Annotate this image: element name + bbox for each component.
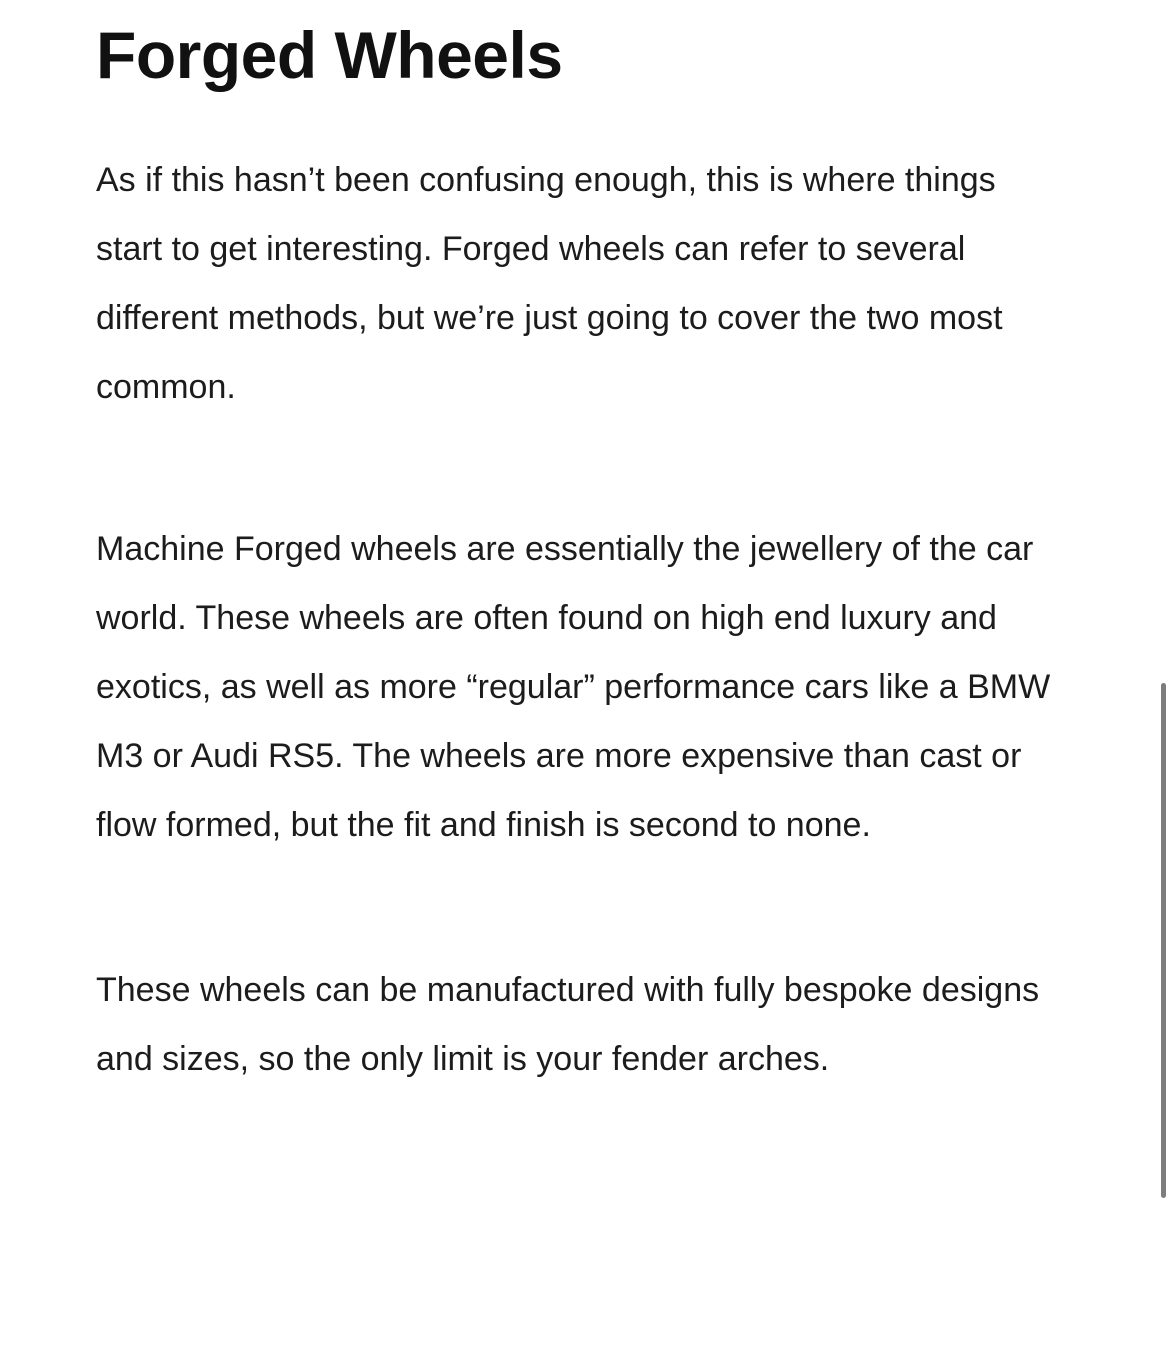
scrollbar-thumb[interactable]: [1161, 683, 1166, 1198]
paragraph: These wheels can be manufactured with fully bespoke designs and sizes, so the only limit is your fender arches.: [96, 970, 1040, 1078]
article-content: [96, 0, 1056, 1094]
page-scrollbar[interactable]: [1156, 0, 1170, 1345]
paragraph: Machine Forged wheels are essentially the jewellery of the car world. These wheels are often found on high end luxury and exotics, as well as more “regular” performance cars like a BMW M3 or Audi RS5. The wheels are more expensive than cast or flow formed, but the fit and finish is second to none.: [96, 529, 1051, 844]
page-title: Forged Wheels: [96, 18, 563, 92]
paragraph: As if this hasn’t been confusing enough, this is where things start to get interesting. Forged wheels can refer to several different methods, but we’re just going to cover the two most common.: [96, 160, 1003, 406]
